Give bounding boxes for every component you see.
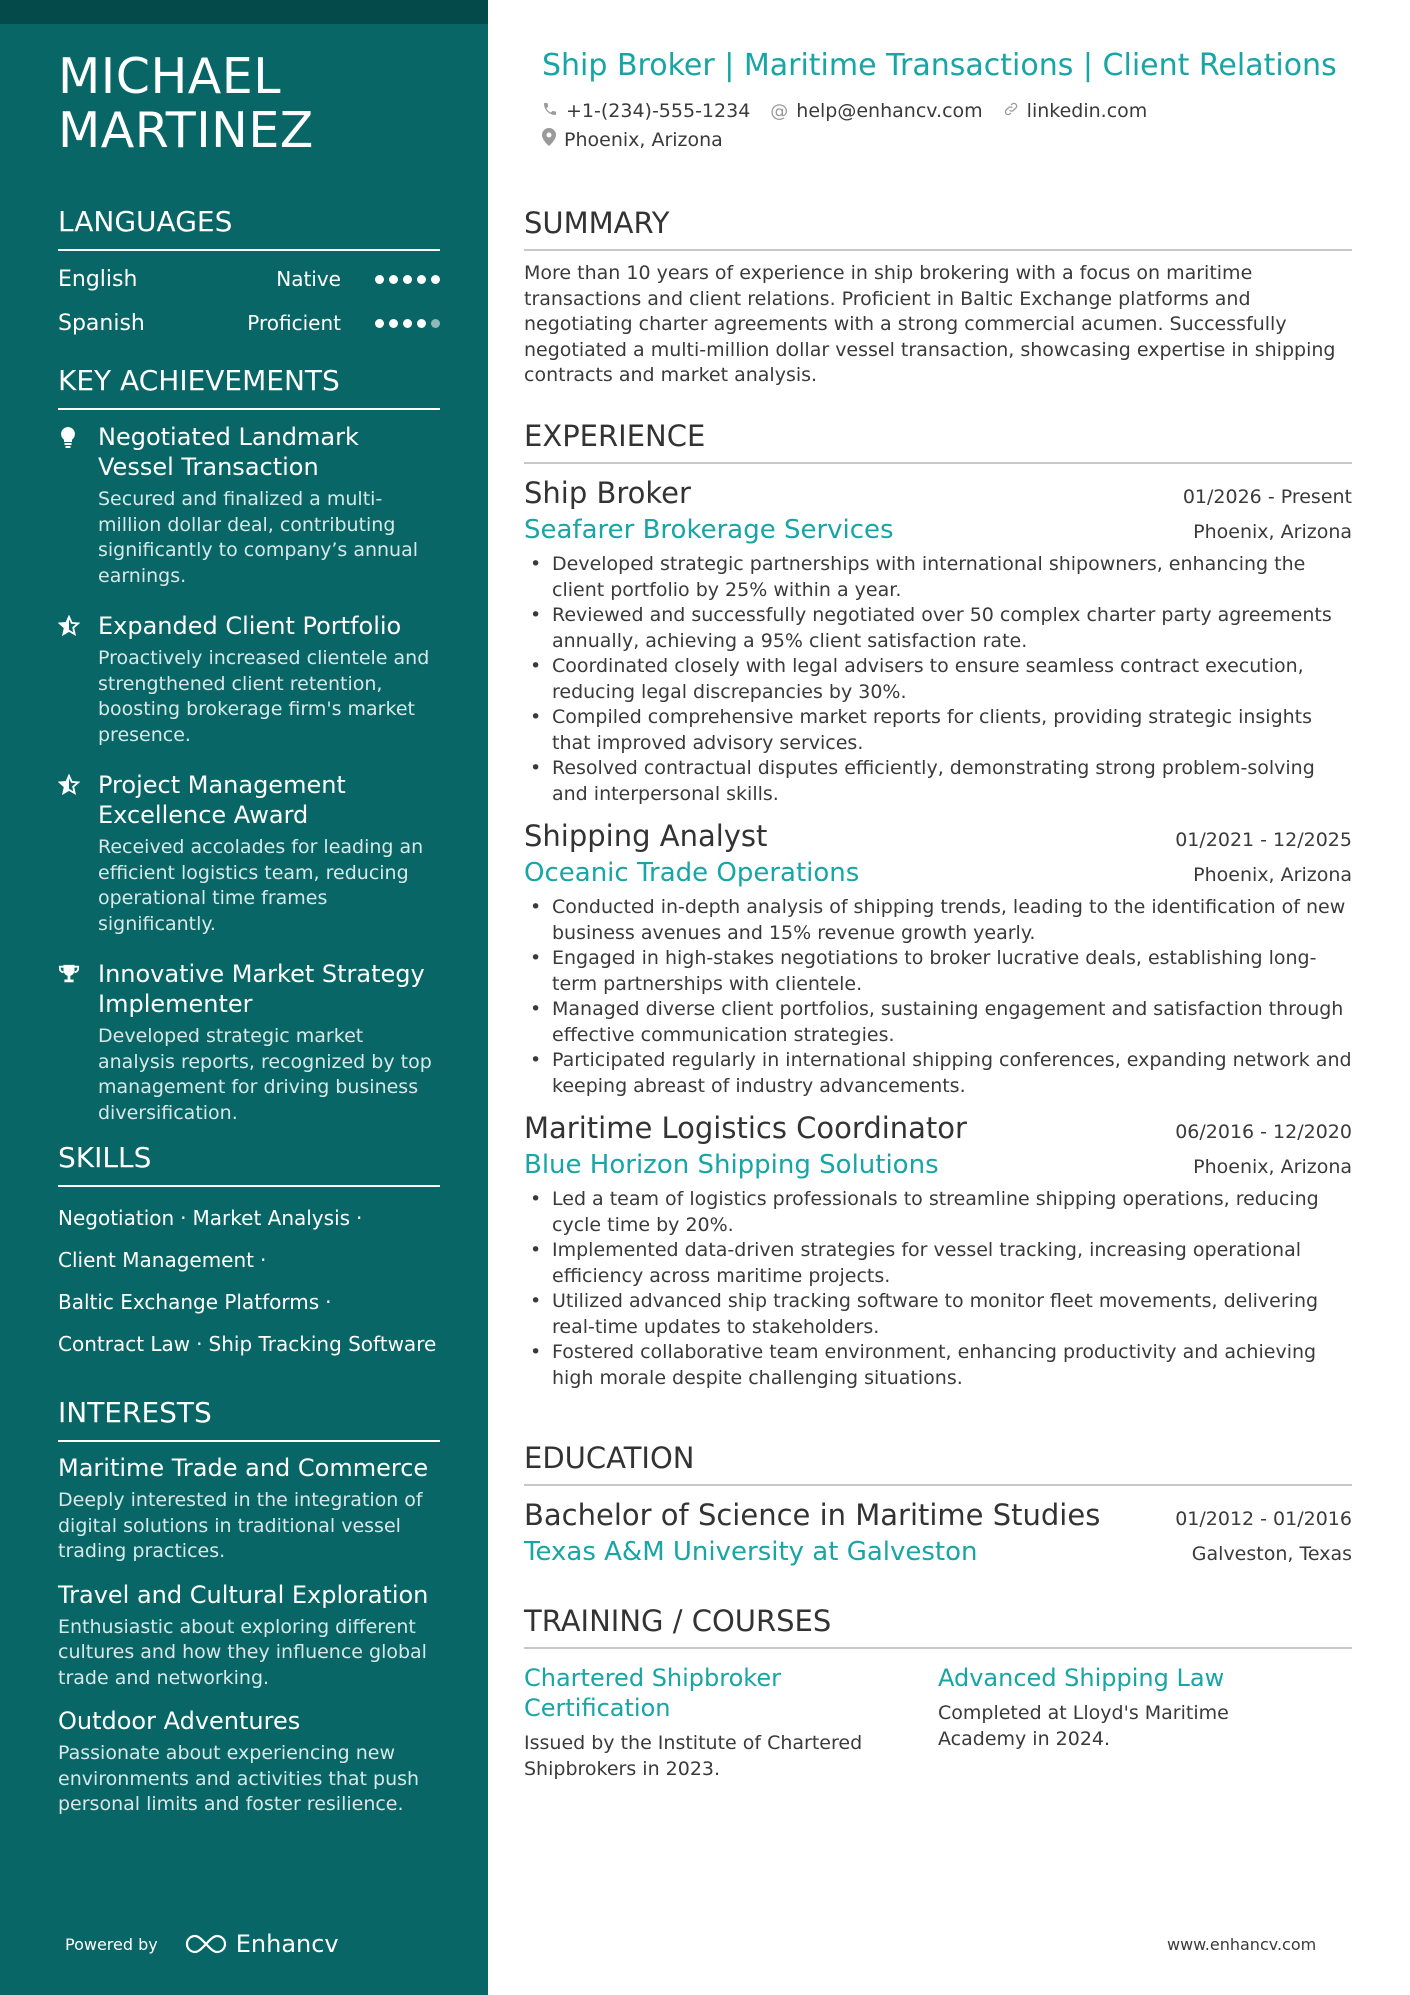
education-title: EDUCATION xyxy=(524,1440,1352,1486)
headline: Ship Broker | Maritime Transactions | Client Relations xyxy=(542,48,1337,83)
job-bullet: • Compiled comprehensive market reports for clients, providing strategic insights that improved advisory services. xyxy=(524,705,1352,756)
candidate-name xyxy=(58,50,314,158)
achievement-desc: Received accolades for leading an efficient logistics team, reducing operational time frames significantly. xyxy=(98,836,424,935)
achievement-title: Innovative Market Strategy Implementer xyxy=(98,960,425,1018)
dot-filled xyxy=(403,275,412,284)
skills-title: SKILLS xyxy=(58,1141,440,1187)
job-entry xyxy=(524,1109,1352,1391)
dot-filled xyxy=(431,275,440,284)
language-item xyxy=(58,301,440,345)
dot-filled xyxy=(417,275,426,284)
course-title: Chartered Shipbroker Certification xyxy=(524,1664,781,1722)
contact-phone[interactable] xyxy=(542,100,750,122)
phone-text: +1-(234)-555-1234 xyxy=(566,100,751,122)
sidebar-top-bar xyxy=(0,0,488,24)
interest-desc: Deeply interested in the integration of digital solutions in traditional vessel trading practices. xyxy=(58,1489,423,1562)
language-name: English xyxy=(58,266,138,292)
achievement-title: Expanded Client Portfolio xyxy=(98,612,402,640)
skills-section: SKILLS Negotiation · Market Analysis · Client Management · Baltic Exchange Platforms · Contract Law · Ship Tracking Software xyxy=(58,1141,440,1365)
job-location: Phoenix, Arizona xyxy=(1193,521,1352,543)
powered-by xyxy=(65,1930,339,1958)
job-company: Seafarer Brokerage Services xyxy=(524,515,894,545)
languages-section xyxy=(58,205,440,345)
summary-title: SUMMARY xyxy=(524,205,1352,251)
achievement-item xyxy=(58,770,440,937)
education-date: 01/2012 - 01/2016 xyxy=(1175,1508,1352,1530)
dot-filled xyxy=(403,319,412,328)
skill-item: Negotiation xyxy=(58,1206,175,1230)
job-bullet: • Coordinated closely with legal advisers to ensure seamless contract execution, reducing legal discrepancies by 30%. xyxy=(524,654,1352,705)
education-section xyxy=(524,1440,1352,1570)
job-location: Phoenix, Arizona xyxy=(1193,864,1352,886)
languages-title: LANGUAGES xyxy=(58,205,440,251)
job-date: 01/2021 - 12/2025 xyxy=(1175,829,1352,851)
job-title: Maritime Logistics Coordinator xyxy=(524,1111,967,1145)
skill-item: Market Analysis xyxy=(192,1206,351,1230)
star-icon xyxy=(58,770,98,937)
course-desc: Issued by the Institute of Chartered Shipbrokers in 2023. xyxy=(524,1732,863,1780)
interest-item xyxy=(58,1452,440,1565)
job-bullet: • Fostered collaborative team environment, enhancing productivity and achieving high morale despite challenging situations. xyxy=(524,1340,1352,1391)
achievement-title: Negotiated Landmark Vessel Transaction xyxy=(98,423,359,481)
interest-desc: Passionate about experiencing new environments and activities that push personal limits and foster resilience. xyxy=(58,1742,420,1815)
language-level: Native xyxy=(276,267,341,291)
at-icon: @ xyxy=(770,100,789,122)
summary-section xyxy=(524,205,1352,389)
linkedin-text: linkedin.com xyxy=(1026,100,1148,122)
lightbulb-icon xyxy=(58,422,98,589)
enhancv-logo-icon xyxy=(184,1933,228,1955)
language-proficiency-dots xyxy=(375,275,440,284)
skill-item: Ship Tracking Software xyxy=(208,1332,437,1356)
experience-section xyxy=(524,418,1352,1391)
job-bullet: • Implemented data-driven strategies for vessel tracking, increasing operational efficiency across maritime projects. xyxy=(524,1238,1352,1289)
location-text: Phoenix, Arizona xyxy=(564,128,723,151)
trophy-icon xyxy=(58,959,98,1126)
job-location: Phoenix, Arizona xyxy=(1193,1156,1352,1178)
name-first: MICHAEL xyxy=(58,48,282,105)
sidebar xyxy=(0,0,488,1995)
achievements-title: KEY ACHIEVEMENTS xyxy=(58,364,440,410)
footer-url[interactable]: www.enhancv.com xyxy=(1167,1935,1317,1954)
interest-item xyxy=(58,1579,440,1692)
interest-item xyxy=(58,1705,440,1818)
course-item xyxy=(524,1663,938,1782)
link-icon xyxy=(1003,101,1019,122)
contact-linkedin[interactable] xyxy=(1003,100,1148,122)
skill-item: Baltic Exchange Platforms xyxy=(58,1290,320,1314)
contact-email[interactable] xyxy=(770,100,982,122)
course-item xyxy=(938,1663,1352,1782)
location-pin-icon xyxy=(542,128,556,151)
dot-filled xyxy=(417,319,426,328)
interest-title: Travel and Cultural Exploration xyxy=(58,1580,429,1609)
job-title: Shipping Analyst xyxy=(524,819,768,853)
interest-title: Maritime Trade and Commerce xyxy=(58,1454,429,1482)
job-bullet: • Led a team of logistics professionals to streamline shipping operations, reducing cycle time by 20%. xyxy=(524,1187,1352,1238)
interest-title: Outdoor Adventures xyxy=(58,1707,301,1735)
training-section xyxy=(524,1603,1352,1782)
job-bullets xyxy=(524,552,1352,807)
job-bullet: • Participated regularly in international shipping conferences, expanding network and keeping abreast of industry advancements. xyxy=(524,1048,1352,1099)
skill-item: Client Management xyxy=(58,1248,255,1272)
powered-by-label: Powered by xyxy=(65,1934,158,1954)
job-bullet: • Engaged in high-stakes negotiations to broker lucrative deals, establishing long-term partnerships with clientele. xyxy=(524,946,1352,997)
dot-filled xyxy=(375,319,384,328)
language-level: Proficient xyxy=(247,311,341,335)
language-name: Spanish xyxy=(58,310,145,336)
language-item xyxy=(58,257,440,301)
course-title: Advanced Shipping Law xyxy=(938,1664,1225,1692)
degree: Bachelor of Science in Maritime Studies xyxy=(524,1498,1101,1532)
job-bullet: • Managed diverse client portfolios, sustaining engagement and satisfaction through effective communication strategies. xyxy=(524,997,1352,1048)
job-entry xyxy=(524,474,1352,807)
dot-filled xyxy=(375,275,384,284)
experience-title: EXPERIENCE xyxy=(524,418,1352,464)
contact-row-2 xyxy=(542,128,723,151)
achievement-desc: Proactively increased clientele and strengthened client retention, boosting brokerage firm's market presence. xyxy=(98,647,430,746)
job-bullet: • Conducted in-depth analysis of shipping trends, leading to the identification of new business avenues and 15% revenue growth yearly. xyxy=(524,895,1352,946)
job-bullets xyxy=(524,895,1352,1099)
job-company: Blue Horizon Shipping Solutions xyxy=(524,1150,939,1180)
summary-text: More than 10 years of experience in ship brokering with a focus on maritime transactions and client relations. Proficient in Baltic Exchange platforms and negotiating charter agreements with a strong commercial acumen. Successfully negotiated a multi-million dollar vessel transaction, showcasing expertise in shipping contracts and market analysis. xyxy=(524,262,1336,386)
interests-title: INTERESTS xyxy=(58,1396,440,1442)
interests-section xyxy=(58,1396,440,1832)
email-text: help@enhancv.com xyxy=(796,100,983,122)
job-bullet: • Developed strategic partnerships with international shipowners, enhancing the client portfolio by 25% within a year. xyxy=(524,552,1352,603)
job-date: 01/2026 - Present xyxy=(1182,486,1352,508)
job-company: Oceanic Trade Operations xyxy=(524,858,860,888)
job-entry xyxy=(524,817,1352,1099)
job-bullet: • Reviewed and successfully negotiated over 50 complex charter party agreements annually, achieving a 95% client satisfaction rate. xyxy=(524,603,1352,654)
interest-desc: Enthusiastic about exploring different cultures and how they influence global trade and networking. xyxy=(58,1615,427,1689)
achievement-title: Project Management Excellence Award xyxy=(98,771,346,829)
enhancv-logo[interactable] xyxy=(184,1930,339,1958)
phone-icon xyxy=(542,101,558,122)
dot-filled xyxy=(389,319,398,328)
dot-filled xyxy=(389,275,398,284)
dot-empty xyxy=(431,319,440,328)
job-bullet: • Resolved contractual disputes efficiently, demonstrating strong problem-solving and interpersonal skills. xyxy=(524,756,1352,807)
job-bullets xyxy=(524,1187,1352,1391)
achievement-item xyxy=(58,611,440,748)
course-desc: Completed at Lloyd's Maritime Academy in 2024. xyxy=(938,1702,1229,1750)
language-proficiency-dots xyxy=(375,319,440,328)
achievement-item xyxy=(58,959,440,1126)
training-title: TRAINING / COURSES xyxy=(524,1603,1352,1649)
star-icon xyxy=(58,611,98,748)
achievements-section xyxy=(58,364,440,1126)
contact-row xyxy=(542,100,1147,122)
enhancv-brand: Enhancv xyxy=(235,1930,339,1958)
achievement-item xyxy=(58,422,440,589)
achievement-desc: Developed strategic market analysis reports, recognized by top management for driving business diversification. xyxy=(98,1025,432,1124)
skill-item: Contract Law xyxy=(58,1332,191,1356)
contact-location xyxy=(542,128,723,151)
education-location: Galveston, Texas xyxy=(1191,1543,1352,1565)
achievement-desc: Secured and finalized a multi-million dollar deal, contributing significantly to company’s annual earnings. xyxy=(98,488,419,587)
job-title: Ship Broker xyxy=(524,476,691,510)
education-entry xyxy=(524,1496,1352,1570)
job-bullet: • Utilized advanced ship tracking software to monitor fleet movements, delivering real-time updates to stakeholders. xyxy=(524,1289,1352,1340)
school: Texas A&M University at Galveston xyxy=(524,1537,978,1567)
job-date: 06/2016 - 12/2020 xyxy=(1175,1121,1352,1143)
name-last: MARTINEZ xyxy=(58,102,314,159)
